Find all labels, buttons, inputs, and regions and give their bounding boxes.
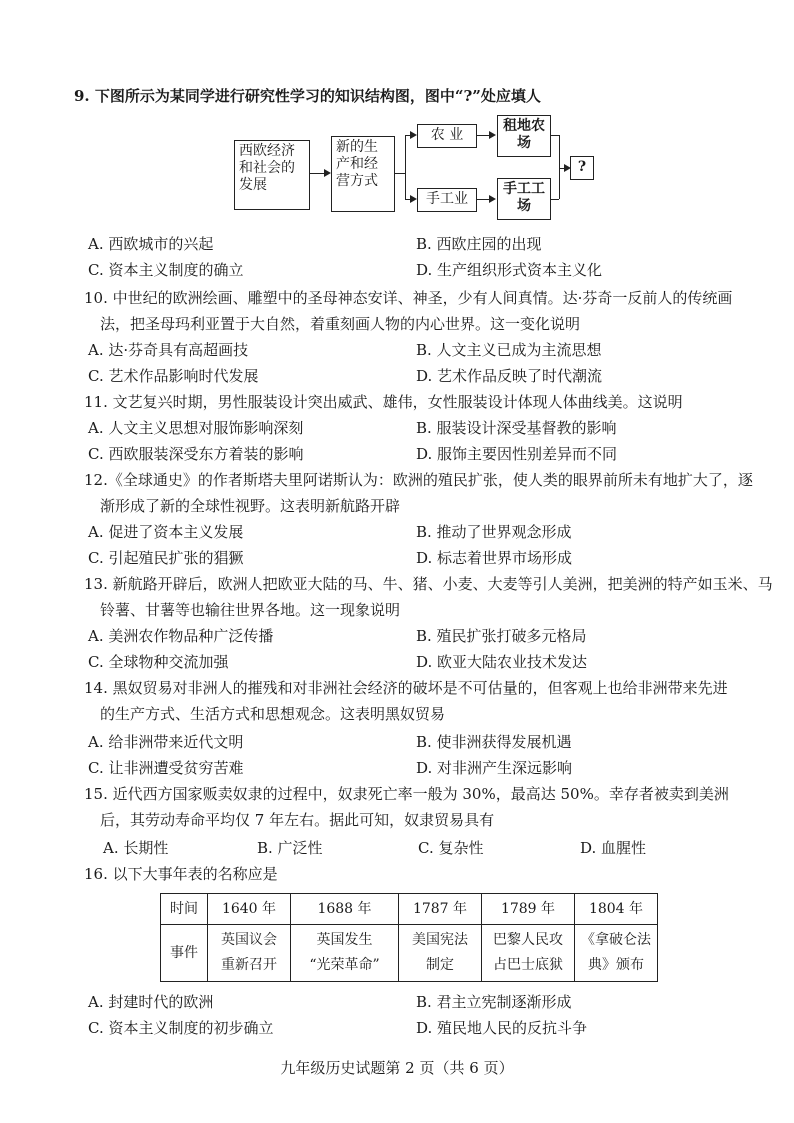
question-11-stem: 11. 文艺复兴时期，男性服装设计突出威武、雄伟，女性服装设计体现人体曲线美。这说明 <box>84 393 683 411</box>
table-cell-year: 1787 年 <box>399 894 482 925</box>
table-cell-year: 1640 年 <box>208 894 291 925</box>
chronology-table <box>160 893 658 982</box>
arrow-icon <box>410 195 417 203</box>
question-9-option-a[interactable]: A. 西欧城市的兴起 <box>88 235 214 253</box>
diagram-box-workshop: 手工工场 <box>497 178 551 220</box>
diagram-connector <box>551 199 559 200</box>
question-14-stem: 14. 黑奴贸易对非洲人的摧残和对非洲社会经济的破坏是不可估量的，但客观上也给非洲带来先进 <box>84 679 728 697</box>
question-12-option-c[interactable]: C. 引起殖民扩张的猖獗 <box>88 549 244 567</box>
question-14-stem-cont: 的生产方式、生活方式和思想观念。这表明黑奴贸易 <box>100 705 446 723</box>
question-16-option-d[interactable]: D. 殖民地人民的反抗斗争 <box>416 1019 588 1037</box>
table-cell-year: 1804 年 <box>575 894 658 925</box>
question-13-option-b[interactable]: B. 殖民扩张打破多元格局 <box>416 627 587 645</box>
question-12-option-d[interactable]: D. 标志着世界市场形成 <box>416 549 573 567</box>
table-cell-event: 英国发生 “光荣革命” <box>291 925 399 982</box>
question-11-option-c[interactable]: C. 西欧服装深受东方着装的影响 <box>88 445 304 463</box>
diagram-box-new-mode: 新的生产和经营方式 <box>331 136 395 212</box>
question-16-option-a[interactable]: A. 封建时代的欧洲 <box>88 993 214 1011</box>
question-12-option-a[interactable]: A. 促进了资本主义发展 <box>88 523 244 541</box>
question-9-option-c[interactable]: C. 资本主义制度的确立 <box>88 261 244 279</box>
question-9-option-b[interactable]: B. 西欧庄园的出现 <box>416 235 542 253</box>
question-10-stem: 10. 中世纪的欧洲绘画、雕塑中的圣母神态安详、神圣，少有人间真情。达·芬奇一反前人的传统画 <box>84 289 733 307</box>
table-cell-event: 英国议会 重新召开 <box>208 925 291 982</box>
page-footer: 九年级历史试题第 2 页（共 6 页） <box>280 1059 514 1077</box>
table-row <box>161 925 658 982</box>
question-15-option-b[interactable]: B. 广泛性 <box>257 839 323 857</box>
question-15-option-d[interactable]: D. 血腥性 <box>580 839 647 857</box>
table-cell-event: 《拿破仑法 典》颁布 <box>575 925 658 982</box>
question-10-stem-cont: 法，把圣母玛利亚置于大自然，着重刻画人物的内心世界。这一变化说明 <box>100 315 581 333</box>
diagram-box-handicraft: 手工业 <box>417 188 477 212</box>
question-10-option-b[interactable]: B. 人文主义已成为主流思想 <box>416 341 602 359</box>
diagram-connector <box>405 135 406 199</box>
question-10-option-c[interactable]: C. 艺术作品影响时代发展 <box>88 367 259 385</box>
question-13-option-a[interactable]: A. 美洲农作物品种广泛传播 <box>88 627 274 645</box>
arrow-icon <box>489 195 496 203</box>
table-header-time: 时间 <box>161 894 208 925</box>
question-13-option-c[interactable]: C. 全球物种交流加强 <box>88 653 229 671</box>
table-cell-event: 巴黎人民攻 占巴士底狱 <box>482 925 575 982</box>
arrow-icon <box>324 169 331 177</box>
diagram-box-agriculture: 农 业 <box>417 124 477 148</box>
arrow-icon <box>489 131 496 139</box>
question-11-option-b[interactable]: B. 服装设计深受基督教的影响 <box>416 419 617 437</box>
question-10-option-a[interactable]: A. 达·芬奇具有高超画技 <box>88 341 249 359</box>
question-11-option-a[interactable]: A. 人文主义思想对服饰影响深刻 <box>88 419 304 437</box>
question-12-option-b[interactable]: B. 推动了世界观念形成 <box>416 523 572 541</box>
question-15-stem: 15. 近代西方国家贩卖奴隶的过程中，奴隶死亡率一般为 30%，最高达 50%。幸存者被卖到美洲 <box>84 785 729 803</box>
question-16-option-c[interactable]: C. 资本主义制度的初步确立 <box>88 1019 274 1037</box>
table-cell-year: 1789 年 <box>482 894 575 925</box>
arrow-icon <box>410 131 417 139</box>
diagram-box-economy: 西欧经济和社会的发展 <box>234 140 310 210</box>
question-10-option-d[interactable]: D. 艺术作品反映了时代潮流 <box>416 367 603 385</box>
diagram-connector <box>559 135 560 199</box>
question-13-stem: 13. 新航路开辟后，欧洲人把欧亚大陆的马、牛、猪、小麦、大麦等引人美洲，把美洲的特产如玉米、马 <box>84 575 773 593</box>
question-15-stem-cont: 后，其劳动寿命平均仅 7 年左右。据此可知，奴隶贸易具有 <box>100 811 495 829</box>
question-9-option-d[interactable]: D. 生产组织形式资本主义化 <box>416 261 603 279</box>
question-11-option-d[interactable]: D. 服饰主要因性别差异而不同 <box>416 445 618 463</box>
question-12-stem-cont: 渐形成了新的全球性视野。这表明新航路开辟 <box>100 497 401 515</box>
question-13-option-d[interactable]: D. 欧亚大陆农业技术发达 <box>416 653 588 671</box>
question-13-stem-cont: 铃薯、甘薯等也输往世界各地。这一现象说明 <box>100 601 401 619</box>
question-16-stem: 16. 以下大事年表的名称应是 <box>84 865 278 883</box>
diagram-box-question: ? <box>570 156 594 180</box>
question-15-option-a[interactable]: A. 长期性 <box>103 839 169 857</box>
table-cell-event: 美国宪法 制定 <box>399 925 482 982</box>
question-14-option-d[interactable]: D. 对非洲产生深远影响 <box>416 759 573 777</box>
diagram-connector <box>395 173 405 174</box>
question-15-option-c[interactable]: C. 复杂性 <box>418 839 484 857</box>
question-9-stem: 9. 下图所示为某同学进行研究性学习的知识结构图，图中“?”处应填人 <box>74 87 541 105</box>
diagram-connector <box>551 135 559 136</box>
table-cell-year: 1688 年 <box>291 894 399 925</box>
question-14-option-a[interactable]: A. 给非洲带来近代文明 <box>88 733 244 751</box>
diagram-box-leased-farm: 租地农场 <box>497 115 551 157</box>
question-16-option-b[interactable]: B. 君主立宪制逐渐形成 <box>416 993 572 1011</box>
table-header-event: 事件 <box>161 925 208 982</box>
question-12-stem: 12.《全球通史》的作者斯塔夫里阿诺斯认为：欧洲的殖民扩张，使人类的眼界前所未有地扩大了，逐 <box>84 471 753 489</box>
question-14-option-b[interactable]: B. 使非洲获得发展机遇 <box>416 733 572 751</box>
question-14-option-c[interactable]: C. 让非洲遭受贫穷苦难 <box>88 759 244 777</box>
table-row <box>161 894 658 925</box>
